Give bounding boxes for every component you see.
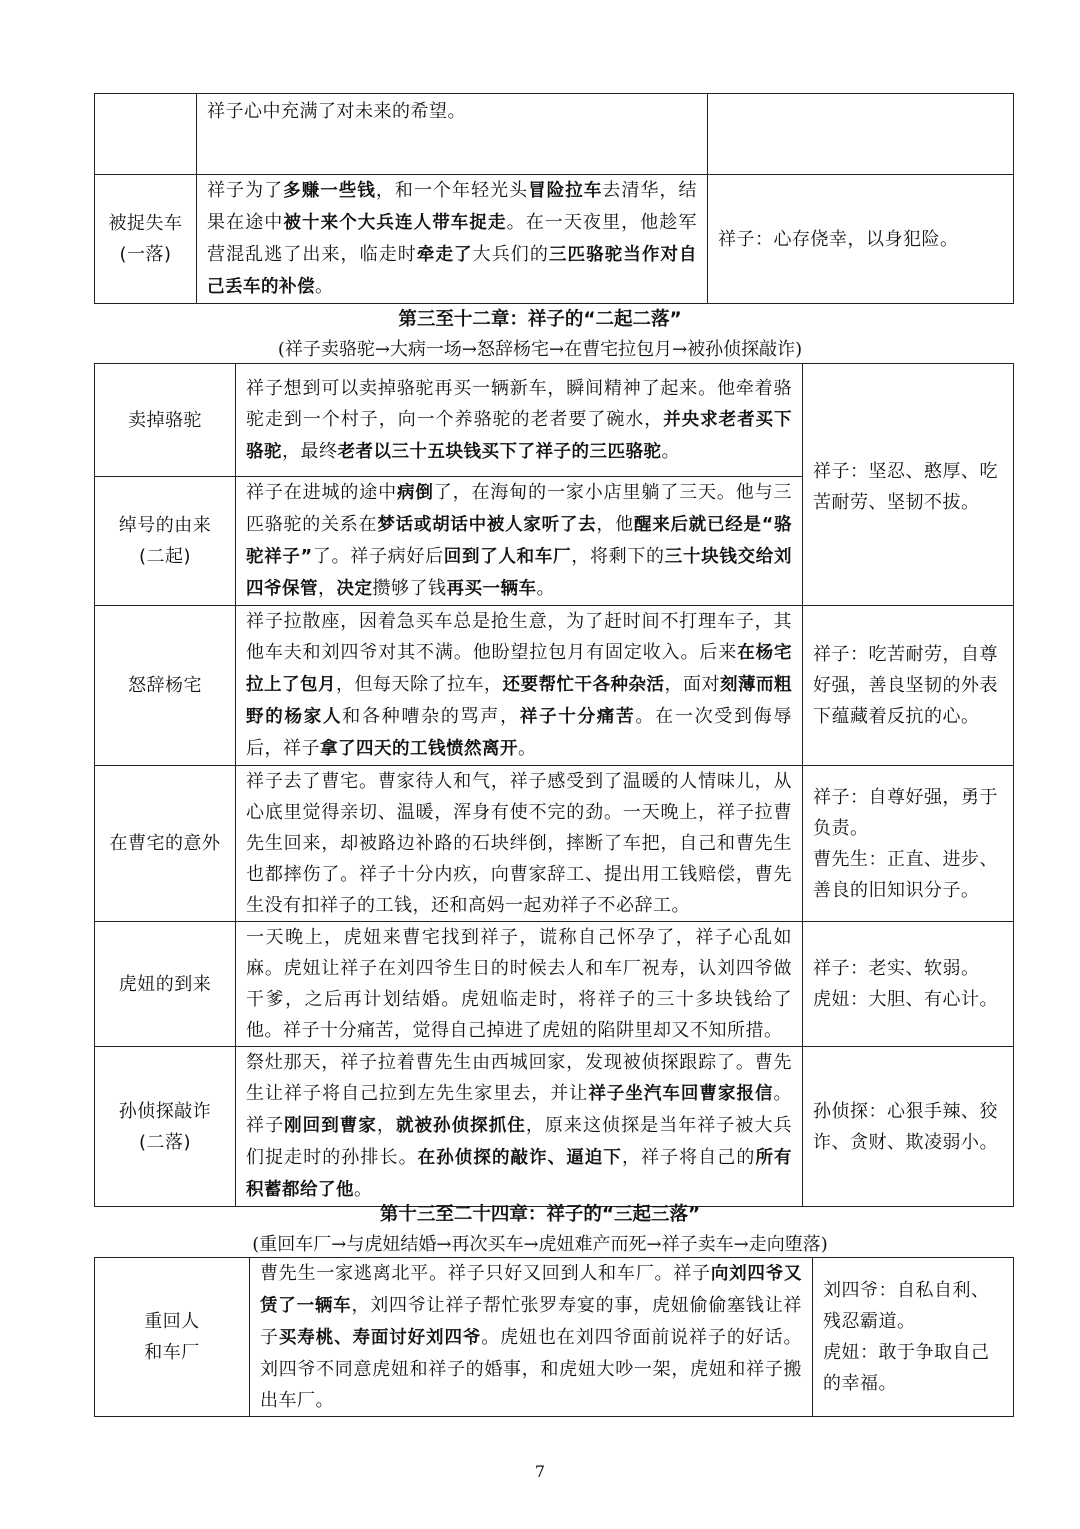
table-part2: [94, 363, 1014, 1207]
row-title: 被捉失车 (一落): [95, 175, 197, 304]
row-description: 祭灶那天，祥子拉着曹先生由西城回家，发现被侦探跟踪了。曹先生让祥子将自己拉到左先生家里去，并让祥子坐汽车回曹家报信。祥子刚回到曹家，就被孙侦探抓住，原来这侦探是当年祥子被大兵们捉走时的孙排长。在孙侦探的敲诈、逼迫下，祥子将自己的所有积蓄都给了他。: [236, 1047, 803, 1207]
character-name: 虎妞: [823, 1342, 860, 1363]
row-title: 虎妞的到来: [95, 922, 236, 1047]
character-trait: 祥子：心存侥幸，以身犯险。: [718, 228, 959, 250]
table-row: [95, 922, 1014, 1047]
row-title: 孙侦探敲诈 (二落): [95, 1047, 236, 1207]
character-name: 刘四爷: [823, 1280, 879, 1301]
character-trait: 曹先生：正直、进步、善良的旧知识分子。: [813, 848, 998, 901]
row-character-traits: [708, 94, 1014, 175]
table-row: [95, 175, 1014, 304]
character-trait: 祥子：吃苦耐劳，自尊好强，善良坚韧的外表下蕴藏着反抗的心。: [813, 644, 998, 727]
character-trait: 祥子：坚忍、憨厚、吃苦耐劳、坚韧不拔。: [813, 461, 998, 513]
table-row: [95, 1047, 1014, 1207]
emphasis-text: 回到了人和车厂: [443, 547, 572, 567]
row-description: 祥子拉散座，因着急买车总是抢生意，为了赶时间不打理车子，其他车夫和刘四爷对其不满。他盼望拉包月有固定收入。后来在杨宅拉上了包月，但每天除了拉车，还要帮忙干各种杂活，面对刻薄而粗野的杨家人和各种嘈杂的骂声，祥子十分痛苦。在一次受到侮辱后，祥子拿了四天的工钱愤然离开。: [236, 606, 803, 766]
emphasis-text: 拿了四天的工钱愤然离开: [320, 739, 518, 759]
row-character-traits: [803, 1047, 1014, 1207]
page-number: 7: [534, 1462, 546, 1481]
row-title: 在曹宅的意外: [95, 766, 236, 922]
row-title: [95, 94, 197, 175]
row-character-traits: [708, 175, 1014, 304]
emphasis-text: 祥子十分痛苦: [519, 707, 636, 727]
table-part3: [94, 1257, 1014, 1417]
character-name: 祥子: [813, 958, 850, 979]
emphasis-text: 所有积蓄都给了他: [246, 1148, 793, 1200]
emphasis-text: 刚回到曹家: [284, 1116, 377, 1136]
section-heading: 第三至十二章：祥子的“二起二落”: [398, 309, 682, 330]
row-character-traits: [803, 922, 1014, 1047]
character-trait: 刘四爷：自私自利、残忍霸道。: [823, 1280, 990, 1332]
row-description: 一天晚上，虎妞来曹宅找到祥子，谎称自己怀孕了，祥子心乱如麻。虎妞让祥子在刘四爷生日的时候去人和车厂祝寿，认刘四爷做干爹，之后再计划结婚。虎妞临走时，将祥子的三十多块钱给了他。祥子十分痛苦，觉得自己掉进了虎妞的陷阱里却又不知所措。: [236, 922, 803, 1047]
table-row: [95, 766, 1014, 922]
emphasis-text: 就被孙侦探抓住: [395, 1116, 526, 1136]
emphasis-text: 冒险拉车: [528, 181, 603, 201]
row-description: 祥子心中充满了对未来的希望。: [197, 94, 708, 175]
table-part1: [94, 93, 1014, 304]
row-description: 祥子想到可以卖掉骆驼再买一辆新车，瞬间精神了起来。他牵着骆驼走到一个村子，向一个养骆驼的老者要了碗水，并央求老者买下骆驼，最终老者以三十五块钱买下了祥子的三匹骆驼。: [236, 364, 803, 477]
character-name: 孙侦探: [813, 1100, 869, 1122]
table-row: [95, 1258, 1014, 1417]
emphasis-text: 三匹骆驼当作对自己丢车的补偿: [207, 245, 698, 297]
emphasis-text: 多赚一些钱: [283, 181, 376, 201]
emphasis-text: 买寿桃、寿面讨好刘四爷: [278, 1328, 482, 1348]
emphasis-text: 老者以三十五块钱买下了祥子的三匹骆驼: [337, 441, 662, 462]
row-description: 祥子为了多赚一些钱，和一个年轻光头冒险拉车去清华，结果在途中被十来个大兵连人带车捉走。在一天夜里，他趁军营混乱逃了出来，临走时牵走了大兵们的三匹骆驼当作对自己丢车的补偿。: [197, 175, 708, 304]
character-name: 祥子: [813, 644, 850, 665]
emphasis-text: 梦话或胡话中被人家听了去: [377, 515, 597, 535]
character-trait: 祥子：自尊好强，勇于负责。: [813, 786, 998, 839]
row-character-traits: [813, 1258, 1014, 1417]
character-name: 祥子: [813, 786, 850, 808]
row-description: 曹先生一家逃离北平。祥子只好又回到人和车厂。祥子向刘四爷又赁了一辆车，刘四爷让祥子帮忙张罗寿宴的事，虎妞偷偷塞钱让祥子买寿桃、寿面讨好刘四爷。虎妞也在刘四爷面前说祥子的好话。刘四爷不同意虎妞和祥子的婚事，和虎妞大吵一架，虎妞和祥子搬出车厂。: [250, 1258, 813, 1417]
table-row: [95, 606, 1014, 766]
emphasis-text: 刻薄而粗野的杨家人: [246, 675, 792, 727]
row-title: 卖掉骆驼: [95, 364, 236, 477]
table-row: [95, 364, 1014, 477]
emphasis-text: 病倒: [397, 483, 434, 503]
character-trait: 虎妞：敢于争取自己的幸福。: [823, 1342, 990, 1394]
emphasis-text: 决定: [336, 579, 373, 599]
row-character-traits: [803, 606, 1014, 766]
character-name: 曹先生: [813, 848, 869, 870]
character-name: 虎妞: [813, 989, 850, 1010]
emphasis-text: 还要帮忙干各种杂活: [502, 675, 665, 695]
character-trait: 祥子：老实、软弱。: [813, 958, 980, 979]
emphasis-text: 在杨宅拉上了包月: [246, 643, 793, 695]
character-trait: 孙侦探：心狠手辣、狡诈、贪财、欺凌弱小。: [813, 1100, 998, 1153]
row-description: 祥子在进城的途中病倒了，在海甸的一家小店里躺了三天。他与三匹骆驼的关系在梦话或胡话中被人家听了去，他醒来后就已经是“骆驼祥子”了。祥子病好后回到了人和车厂，将剩下的三十块钱交给刘四爷保管，决定攒够了钱再买一辆车。: [236, 477, 803, 606]
emphasis-text: 三十块钱交给刘四爷保管: [246, 547, 793, 599]
emphasis-text: 祥子坐汽车回曹家报信: [588, 1084, 774, 1104]
emphasis-text: 并央求老者买下骆驼: [246, 409, 793, 462]
character-name: 祥子: [813, 461, 850, 482]
row-character-traits: [803, 364, 1014, 606]
emphasis-text: 向刘四爷又赁了一辆车: [260, 1264, 803, 1316]
character-name: 祥子: [718, 228, 755, 250]
row-character-traits: [803, 766, 1014, 922]
emphasis-text: 醒来后就已经是“骆驼祥子”: [246, 515, 793, 567]
table-row: [95, 94, 1014, 175]
row-description: 祥子去了曹宅。曹家待人和气，祥子感受到了温暖的人情味儿，从心底里觉得亲切、温暖，浑身有使不完的劲。一天晚上，祥子拉曹先生回来，却被路边补路的石块绊倒，摔断了车把，自己和曹先生也都摔伤了。祥子十分内疚，向曹家辞工、提出用工钱赔偿，曹先生没有扣祥子的工钱，还和高妈一起劝祥子不必辞工。: [236, 766, 803, 922]
emphasis-text: 再买一辆车: [446, 579, 537, 599]
emphasis-text: 被十来个大兵连人带车捉走: [283, 213, 507, 233]
row-title: 重回人 和车厂: [95, 1258, 250, 1417]
section-subheading: (重回车厂→与虎妞结婚→再次买车→虎妞难产而死→祥子卖车→走向堕落): [252, 1234, 828, 1255]
section-subheading: (祥子卖骆驼→大病一场→怒辞杨宅→在曹宅拉包月→被孙侦探敲诈): [277, 339, 803, 360]
row-title: 怒辞杨宅: [95, 606, 236, 766]
row-title: 绰号的由来 (二起): [95, 477, 236, 606]
section-heading: 第十三至二十四章：祥子的“三起三落”: [379, 1204, 701, 1225]
emphasis-text: 牵走了: [416, 245, 473, 265]
character-trait: 虎妞：大胆、有心计。: [813, 989, 998, 1010]
emphasis-text: 在孙侦探的敲诈、逼迫下: [417, 1148, 622, 1168]
